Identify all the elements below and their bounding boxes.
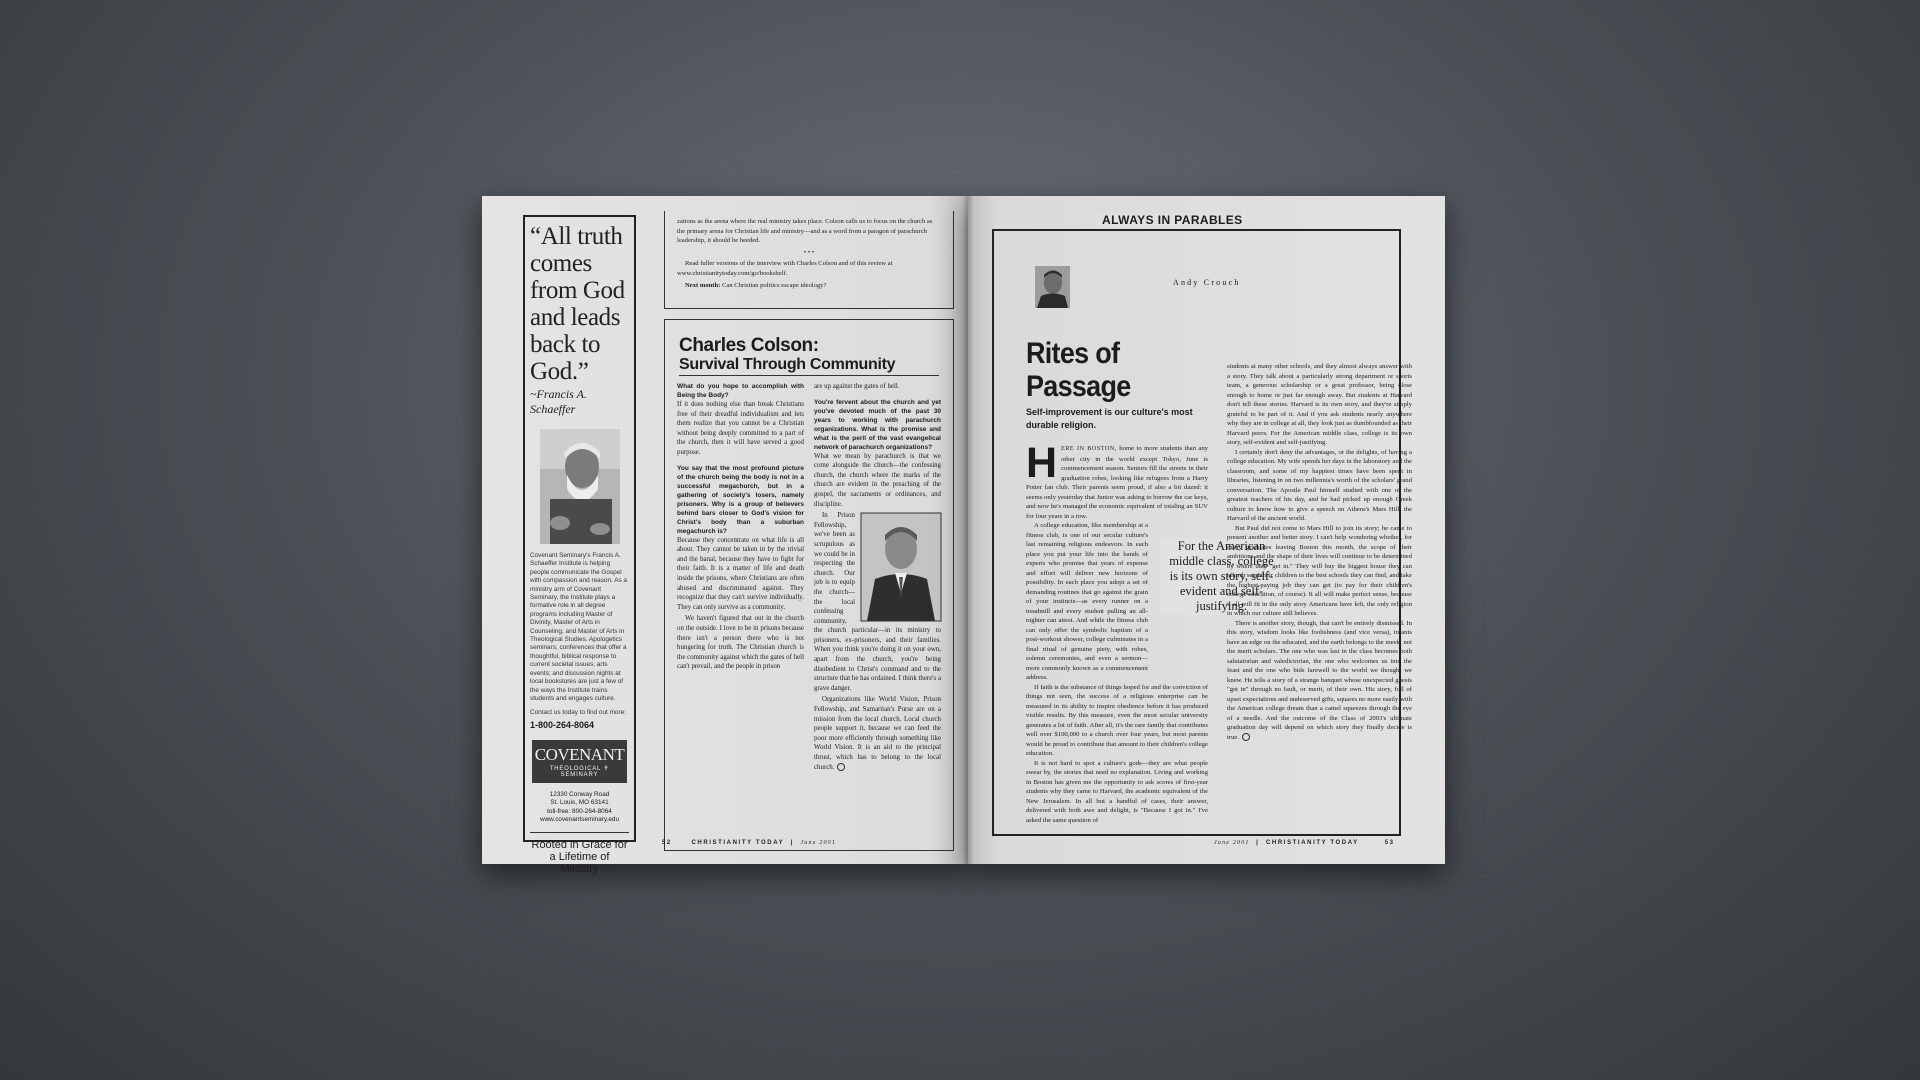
left-page (482, 196, 968, 876)
article-subtitle: Survival Through Community (679, 356, 939, 376)
answer-1: If it does nothing else than break Christians free of their dreadful individualism and lets them realize that you cannot be a Christian without being deeply committed to a part of the church, then it will have served a good purpose. (677, 401, 804, 456)
paragraph-4: It is not hard to spot a culture's gods—they are what people swear by, the stories that need no explanation. Living and working in Boston has given me the opportunity to ask scores of first-year students why they came to Harvard, the academic equivalent of the New Jerusalem. In all but a handful of cases, their answer, delivered with both awe and delight, is "Because I got in." I've asked the same question of (1026, 759, 1208, 824)
ad-address (530, 791, 629, 825)
covenant-seminary-ad (523, 215, 636, 876)
previous-article-end (664, 211, 954, 309)
colson-interview (664, 319, 954, 851)
question-1: What do you hope to accomplish with Being the Body? (677, 383, 804, 399)
answer-2: Because they concentrate on what life is all about. They cannot be taken in by the trivial and the banal, because they have to fight for their faith. It is a matter of life and death inside the prisons, where Christians are often abused and discriminated against. They recognize that they can't survive individually. They can only survive as a community. (677, 536, 804, 611)
ad-phone-number: 1-800-264-8064 (530, 719, 595, 730)
colson-photo (861, 513, 941, 621)
article-title: Charles Colson: (679, 335, 819, 356)
address-website: www.covenantseminary.edu (539, 815, 620, 823)
answer-2-end: are up against the gates of hell. (814, 383, 900, 390)
end-mark-icon (837, 763, 845, 771)
paragraph-6: I certainly don't deny the advantages, or the delights, of having a college education. My wife spends her days in the laboratory and the classroom, and some of my happiest times have been spent in libraries, listening in on two millennia's worth of the scholars' grand conversation. The Apostle Paul himself studied with one of the greatest teachers of his day, and he had picked up enough Greek culture to know how to give a speech on Athens's Mars Hill, the Harvard of the ancient world. (1227, 448, 1412, 522)
answer-2-continued: We haven't figured that out in the church on the outside. I love to be in prisons because there isn't a person there who is not hungering for truth. The Christian church is the community against which the gates of hell can't prevail, and the people in prison (677, 615, 804, 671)
covenant-logo (532, 740, 627, 783)
online-note: Read fuller versions of the interview with Charles Colson and of this review at www.christianitytoday.com/go/bookshelf. (677, 260, 893, 277)
article-columns (677, 382, 941, 778)
issue-date: June 2001 (800, 840, 837, 846)
next-month-label: Next month: (685, 281, 721, 289)
address-city: St. Louis, MO 63141 (550, 799, 609, 807)
article-column-2 (1227, 362, 1412, 742)
byline: Andy Crouch (1173, 278, 1241, 287)
address-phone: toll-free: 800-264-8064 (547, 807, 612, 815)
question-3: You're fervent about the church and yet you've devoted much of the past 30 years to working with parachurch organizations. What is the promise and what is the peril of the vast evangelical network of parachurch organizations? (814, 398, 941, 451)
end-mark-icon (1242, 733, 1250, 741)
left-folio: 52 CHRISTIANITY TODAY | June 2001 (662, 840, 837, 846)
answer-3-continued: In Prison Fellowship, we've been as scrupulous as we could be in respecting the church. Our job is to equip the church—the local confessing community, the church particular—in its ministry to prisoners, ex-prisoners, and their families. When you think you're doing it on your own, apart from the church, you're being disobedient to Christ's command and to the structure that he has ordained. I think there's a grave danger. (814, 512, 941, 692)
ad-contact-label: Contact us today to find out more: (530, 709, 626, 717)
right-folio: June 2001 | CHRISTIANITY TODAY 53 (1214, 840, 1395, 846)
right-page (968, 196, 1445, 864)
title-line-1: Rites of (1026, 337, 1120, 370)
page-number: 52 (662, 840, 672, 846)
ad-quote: “All truth comes from God and leads back to God.” (530, 223, 625, 385)
paragraph-5: students at many other schools, and they almost always answer with a story. They talk about a particularly strong department or sports team, a generous scholarship or a great professor, being close enough to home or just far enough away. But students at Harvard don't tell these stories. Harvard is its own story, and they're simply grateful to be part of it. And if you ask students nearly anywhere why they are in college at all, they look just as dumbfounded as their Harvard peers. For the American middle class, college is its own story, self-evident and self-justifying. (1227, 363, 1412, 446)
answer-3-final (814, 695, 941, 772)
review-conclusion: zations as the arena where the real ministry takes place. Colson calls us to focus on the church as the primary arena for Christian life and ministry—and as a word from a paragon of parachurch leadership, it should be heeded. (677, 218, 933, 245)
article-title (1026, 337, 1131, 403)
column-article-frame (992, 229, 1412, 836)
section-separator: • • • (803, 248, 815, 256)
logo-wordmark: COVENANT (534, 744, 625, 764)
pull-quote: For the American middle class, college is its own story, self-evident and self-justifying. (1160, 538, 1283, 615)
right-gutter-shadow (968, 196, 974, 864)
paragraph-8 (1227, 619, 1412, 743)
schaeffer-photo (540, 429, 620, 544)
article-column-2 (814, 382, 941, 778)
section-label: ALWAYS IN PARABLES (1098, 213, 1247, 227)
address-street: 12330 Conway Road (549, 790, 610, 798)
paragraph-8-text: There is another story, though, that can't be entirely dismissed. In this story, wisdom looks like foolishness (and vice versa), infants have an edge on the educated, and the earth belongs to the meek, not the merit scholars. The one who was last in the class becomes both salutatorian and valedictorian, the one who welcomes us into the feast and the one who bids farewell to the world we thought we knew. He tells a story of a strange banquet whose unexpected guests "get in" through no fault, or merit, of their own. His story, full of upset expectations and undeserved gifts, squares no more easily with the American college dream than a camel squeezes through the eye of a needle. And the outcome of the Class of 2003's ultimate graduation day will depend on which story they finally decide is true. (1227, 619, 1412, 741)
next-month-text: Can Christian politics escape ideology? (722, 281, 827, 289)
opening-paragraph (1026, 439, 1209, 521)
drop-cap: H (1026, 439, 1058, 487)
paragraph-7: But Paul did not come to Mars Hill to join its story; he came to present another and better story. I can't help wondering whether, for many graduates leaving Boston this month, the scope of their ambitions and the shape of their lives will continue to be determined by where they "get in." They will buy the biggest house they can afford, send their children to the best schools they can find, and take the highest-paying job they can get (to pay for their children's college education, of course). It all will make perfect sense, because it all will fit in the only story Americans have left, the only religion in which our culture still believes. (1227, 524, 1412, 617)
author-photo (1035, 266, 1070, 308)
answer-3-final-text: Organizations like World Vision, Prison Fellowship, and Samaritan's Purse are on a mission from the local church. Local church people support it, because we can feed the poor more efficiently through something like World Vision. It is an aid to the principal thrust, which has to belong to the local church. (814, 696, 941, 771)
paragraph-1: home to more students than any other city in the world except Tokyo, June is commencement season. Seniors fill the streets in their graduation robes, looking like refugees from a Harry Potter fan club. Their parents seem proud, if also a bit dazed: it seems only yesterday that Junior was asking to borrow the car keys, and now he's managed the economic equivalent of totaling an SUV for four years in a row. (1026, 445, 1209, 520)
issue-date: June 2001 (1214, 840, 1250, 846)
page-number: 53 (1384, 840, 1395, 846)
magazine-name: CHRISTIANITY TODAY (691, 840, 785, 846)
question-2: You say that the most profound picture of the church being the body is not in a successful megachurch, but in a gathering of society's losers, namely prisoners. Why is a group of believers behind bars closer to God's vision for Christ's body than a suburban megachurch is? (677, 464, 804, 535)
ad-tagline: Rooted in Grace for a Lifetime of Ministry (530, 832, 629, 875)
ad-attribution: ~Francis A. Schaeffer (530, 387, 587, 416)
logo-subtitle: THEOLOGICAL ✝ SEMINARY (549, 765, 610, 778)
lead-in: ERE IN BOSTON, (1061, 446, 1117, 452)
next-month-note (677, 281, 941, 291)
paragraph-3: If faith is the substance of things hoped for and the conviction of things not seen, the success of a religious enterprise can be measured in its ability to inspire obedience before it has produced visible results. By this measure, even the most secular university generates a lot of faith. After all, it's the rare family that contributes well over $100,000 to a church over four years, but most parents would be proud to contribute that amount to their children's college education. (1026, 683, 1208, 757)
article-deck: Self-improvement is our culture's most durable religion. (1026, 407, 1193, 430)
paragraph-2: A college education, like membership at a fitness club, is one of our secular culture's last remaining religious endeavors. In each place you put your life into the hands of experts who promise that years of expense and effort will deliver new horizons of possibility. In each place you adopt a set of demanding routines that go against the grain of your instincts—as every runner on a treadmill and every student pulling an all-nighter can attest. And while the fitness club can only offer the symbolic baptism of a post-workout shower, college culminates in a final ritual of genuine piety, with robes, solemn ceremonies, and even a sermon—more commonly known as a commencement address. (1026, 522, 1148, 681)
article-column-1 (1026, 439, 1209, 825)
ad-body-text: Covenant Seminary's Francis A. Schaeffer Institute is helping people communicate the Gospel with compassion and reason. As a ministry arm of Covenant Seminary, the Institute plays a formative role in all degree programs including Master of Divinity, Master of Arts in Counseling, and Master of Arts in Theological Studies. Apologetics seminars; conferences that offer a thoughtful, biblical response to current societal issues; arts events; and discussion nights at local bookstores are just a few of the ways the Institute trains students and engages culture. (530, 552, 627, 702)
article-column-1 (677, 382, 804, 778)
title-line-2: Passage (1026, 370, 1131, 403)
answer-3: What we mean by parachurch is that we come alongside the church—the confessing church, the church where the marks of the church are evident in the preaching of the gospel, the sacraments or ordinances, and discipline. (814, 452, 941, 508)
magazine-name: CHRISTIANITY TODAY (1266, 840, 1359, 846)
